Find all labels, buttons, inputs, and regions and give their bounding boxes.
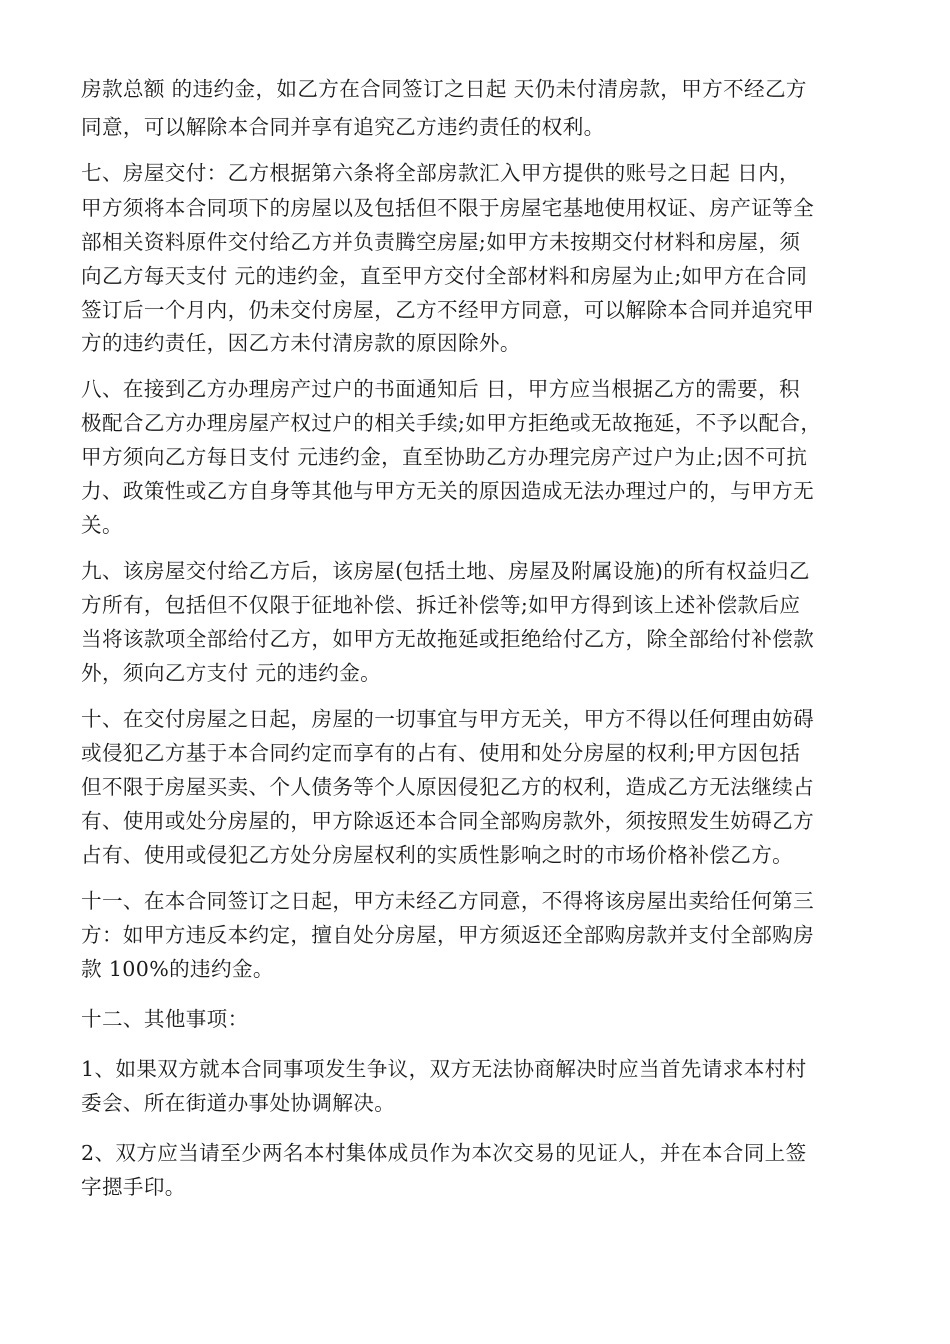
text-line: 九、该房屋交付给乙方后，该房屋(包括土地、房屋及附属设施)的所有权益归乙 — [81, 559, 810, 583]
text-line: 有、使用或处分房屋的，甲方除返还本合同全部购房款外，须按照发生妨碍乙方 — [81, 809, 815, 833]
text-line: 占有、使用或侵犯乙方处分房屋权利的实质性影响之时的市场价格补偿乙方。 — [81, 843, 794, 867]
text-line: 十一、在本合同签订之日起，甲方未经乙方同意，不得将该房屋出卖给任何第三 — [81, 889, 815, 913]
text-line: 甲方须向乙方每日支付 元违约金，直至协助乙方办理完房产过户为止;因不可抗 — [81, 445, 808, 469]
text-line: 当将该款项全部给付乙方，如甲方无故拖延或拒绝给付乙方，除全部给付补偿款 — [81, 627, 815, 651]
text-line: 同意，可以解除本合同并享有追究乙方违约责任的权利。 — [81, 115, 605, 139]
text-line: 房款总额 的违约金，如乙方在合同签订之日起 天仍未付清房款，甲方不经乙方 — [81, 77, 807, 101]
text-line: 关。 — [81, 513, 123, 537]
text-line: 七、房屋交付：乙方根据第六条将全部房款汇入甲方提供的账号之日起 日内， — [81, 161, 800, 185]
text-line: 外，须向乙方支付 元的违约金。 — [81, 661, 382, 685]
text-line: 或侵犯乙方基于本合同约定而享有的占有、使用和处分房屋的权利;甲方因包括 — [81, 741, 801, 765]
text-line: 方所有，包括但不仅限于征地补偿、拆迁补偿等;如甲方得到该上述补偿款后应 — [81, 593, 801, 617]
text-line: 部相关资料原件交付给乙方并负责腾空房屋;如甲方未按期交付材料和房屋，须 — [81, 230, 801, 254]
text-line: 1、如果双方就本合同事项发生争议，双方无法协商解决时应当首先请求本村村 — [81, 1057, 807, 1081]
text-line: 甲方须将本合同项下的房屋以及包括但不限于房屋宅基地使用权证、房产证等全 — [81, 196, 815, 220]
text-line: 签订后一个月内，仍未交付房屋，乙方不经甲方同意，可以解除本合同并追究甲 — [81, 298, 815, 322]
text-line: 十二、其他事项： — [81, 1007, 249, 1031]
text-line: 十、在交付房屋之日起，房屋的一切事宜与甲方无关，甲方不得以任何理由妨碍 — [81, 707, 815, 731]
text-line: 方：如甲方违反本约定，擅自处分房屋，甲方须返还全部购房款并支付全部购房 — [81, 923, 815, 947]
text-line: 但不限于房屋买卖、个人债务等个人原因侵犯乙方的权利，造成乙方无法继续占 — [81, 775, 815, 799]
text-line: 向乙方每天支付 元的违约金，直至甲方交付全部材料和房屋为止;如甲方在合同 — [81, 264, 808, 288]
text-line: 八、在接到乙方办理房产过户的书面通知后 日，甲方应当根据乙方的需要，积 — [81, 377, 800, 401]
text-line: 方的违约责任，因乙方未付清房款的原因除外。 — [81, 331, 521, 355]
text-line: 力、政策性或乙方自身等其他与甲方无关的原因造成无法办理过户的，与甲方无 — [81, 479, 815, 503]
text-line: 字摁手印。 — [81, 1175, 186, 1199]
text-line: 极配合乙方办理房屋产权过户的相关手续;如甲方拒绝或无故拖延，不予以配合， — [81, 411, 822, 435]
text-line: 2、双方应当请至少两名本村集体成员作为本次交易的见证人，并在本合同上签 — [81, 1141, 807, 1165]
text-line: 款 100%的违约金。 — [81, 957, 274, 981]
text-line: 委会、所在街道办事处协调解决。 — [81, 1091, 396, 1115]
